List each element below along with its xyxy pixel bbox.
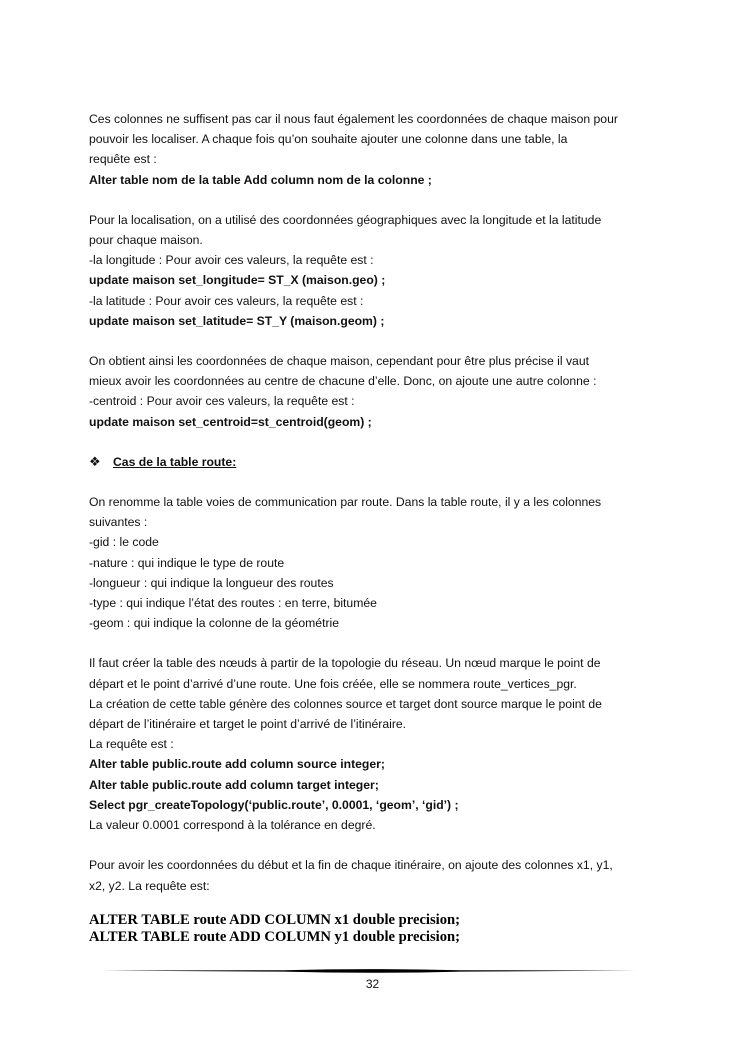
paragraph-line: pouvoir les localiser. A chaque fois qu’on souhaite ajouter une colonne dans une table, la [89, 132, 568, 147]
section-heading [89, 452, 659, 472]
paragraph-line: La création de cette table génère des colonnes source et target dont source marque le point de [89, 696, 602, 711]
paragraph-line: mieux avoir les coordonnées au centre de chacune d’elle. Donc, on ajoute une autre colonne : [89, 374, 597, 389]
page-number: 32 [365, 977, 380, 991]
list-item: -nature : qui indique le type de route [89, 555, 285, 570]
spacer [89, 190, 659, 210]
sql-query: update maison set_latitude= ST_Y (maison.geom) ; [89, 313, 385, 328]
spacer [89, 472, 659, 492]
list-item: -longueur : qui indique la longueur des routes [89, 575, 334, 590]
spacer [89, 835, 659, 855]
paragraph-line: départ de l’itinéraire et target le point d’arrivé de l’itinéraire. [89, 717, 407, 732]
spacer [89, 331, 659, 351]
sql-query: Alter table nom de la table Add column nom de la colonne ; [89, 172, 432, 187]
list-item: -gid : le code [89, 535, 159, 550]
paragraph-line: Pour avoir les coordonnées du début et la fin de chaque itinéraire, on ajoute des colonnes x1, y1, [89, 858, 613, 873]
sql-query: update maison set_centroid=st_centroid(geom) ; [89, 414, 372, 429]
paragraph-line: -centroid : Pour avoir ces valeurs, la requête est : [89, 394, 355, 409]
paragraph-line: départ et le point d’arrivé d’une route. Une fois créée, elle se nommera route_vertices_pgr. [89, 676, 577, 691]
spacer [89, 633, 659, 653]
sql-query: update maison set_longitude= ST_X (maison.geo) ; [89, 273, 386, 288]
footer-divider [103, 968, 641, 974]
sql-code-block [89, 912, 689, 946]
paragraph-line: La valeur 0.0001 correspond à la tolérance en degré. [89, 818, 376, 833]
paragraph-line: x2, y2. La requête est: [89, 878, 210, 893]
paragraph-line: -la latitude : Pour avoir ces valeurs, la requête est : [89, 293, 364, 308]
sql-code-line: ALTER TABLE route ADD COLUMN x1 double precision; [89, 912, 460, 928]
paragraph-line: suivantes : [89, 515, 148, 530]
paragraph-line: La requête est : [89, 737, 174, 752]
sql-query: Alter table public.route add column target integer; [89, 777, 379, 792]
sql-code-line: ALTER TABLE route ADD COLUMN y1 double precision; [89, 929, 460, 945]
paragraph-line: requête est : [89, 152, 157, 167]
diamond-bullet-icon: ❖ [89, 453, 101, 469]
paragraph-line: Pour la localisation, on a utilisé des coordonnées géographiques avec la longitude et la latitude [89, 212, 602, 227]
paragraph-line: pour chaque maison. [89, 233, 203, 248]
paragraph-line: Il faut créer la table des nœuds à partir de la topologie du réseau. Un nœud marque le point de [89, 656, 601, 671]
sql-query: Alter table public.route add column source integer; [89, 757, 385, 772]
paragraph-line: -la longitude : Pour avoir ces valeurs, la requête est : [89, 253, 374, 268]
paragraph-line: On renomme la table voies de communication par route. Dans la table route, il y a les colonnes [89, 495, 602, 510]
sql-query: Select pgr_createTopology(‘public.route’, 0.0001, ‘geom’, ‘gid’) ; [89, 797, 459, 812]
page-body [89, 109, 659, 896]
paragraph-line: Ces colonnes ne suffisent pas car il nous faut également les coordonnées de chaque maison pour [89, 112, 618, 126]
spacer [89, 432, 659, 452]
list-item: -type : qui indique l’état des routes : en terre, bitumée [89, 596, 377, 611]
list-item: -geom : qui indique la colonne de la géométrie [89, 616, 340, 631]
paragraph-line: On obtient ainsi les coordonnées de chaque maison, cependant pour être plus précise il vaut [89, 354, 590, 369]
section-heading-text: Cas de la table route: [113, 454, 237, 469]
